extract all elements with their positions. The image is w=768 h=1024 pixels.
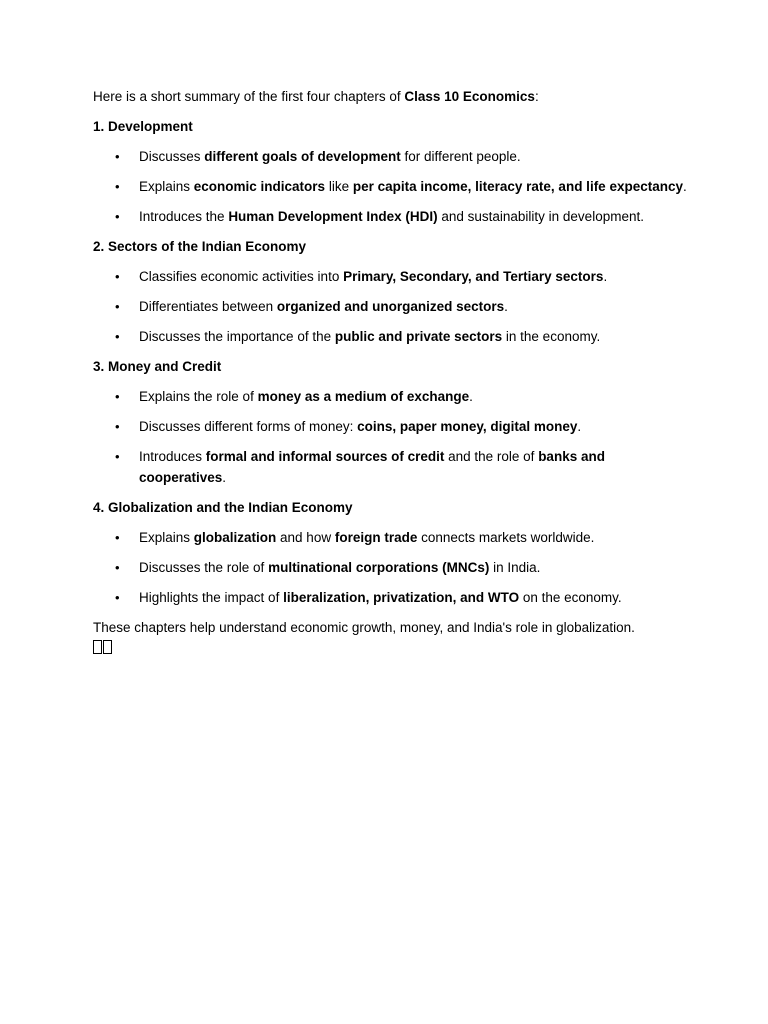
list-item: • Introduces the Human Development Index (HDI) and sustainability in development. — [93, 206, 693, 227]
list-item: • Discusses different goals of development for different people. — [93, 146, 693, 167]
section-heading: 3. Money and Credit — [93, 359, 222, 374]
bullet-icon: • — [115, 530, 120, 545]
list-item: • Discusses the role of multinational corporations (MNCs) in India. — [93, 557, 693, 578]
bullet-icon: • — [115, 269, 120, 284]
list-item: • Discusses different forms of money: coins, paper money, digital money. — [93, 416, 693, 437]
bullet-icon: • — [115, 329, 120, 344]
bullet-icon: • — [115, 590, 120, 605]
bullet-icon: • — [115, 149, 120, 164]
list-item: • Explains the role of money as a medium of exchange. — [93, 386, 693, 407]
list-item: • Explains economic indicators like per capita income, literacy rate, and life expectancy. — [93, 176, 693, 197]
list-item: • Explains globalization and how foreign trade connects markets worldwide. — [93, 527, 693, 548]
bullet-icon: • — [115, 419, 120, 434]
bullet-icon: • — [115, 560, 120, 575]
list-item: • Discusses the importance of the public and private sectors in the economy. — [93, 326, 693, 347]
document-body — [93, 86, 693, 656]
list-item: • Introduces formal and informal sources of credit and the role of banks and cooperatives. — [93, 446, 693, 488]
bullet-icon: • — [115, 449, 120, 464]
intro-end: : — [534, 89, 539, 104]
bullet-icon: • — [115, 389, 120, 404]
bullet-list — [93, 386, 693, 488]
bullet-icon: • — [115, 299, 120, 314]
intro-bold: Class 10 Economics — [404, 89, 535, 104]
list-item: • Differentiates between organized and unorganized sectors. — [93, 296, 693, 317]
missing-glyph-icon — [93, 640, 693, 656]
bullet-list — [93, 266, 693, 347]
intro-text: Here is a short summary of the first four chapters of — [93, 89, 405, 104]
closing-paragraph: These chapters help understand economic growth, money, and India's role in globalization. — [93, 620, 635, 635]
bullet-icon: • — [115, 179, 120, 194]
bullet-list — [93, 146, 693, 227]
bullet-icon: • — [115, 209, 120, 224]
section-heading: 2. Sectors of the Indian Economy — [93, 239, 307, 254]
section-heading: 1. Development — [93, 119, 193, 134]
section-heading: 4. Globalization and the Indian Economy — [93, 500, 353, 515]
list-item: • Classifies economic activities into Primary, Secondary, and Tertiary sectors. — [93, 266, 693, 287]
bullet-list — [93, 527, 693, 608]
intro-paragraph — [93, 86, 693, 107]
list-item: • Highlights the impact of liberalization, privatization, and WTO on the economy. — [93, 587, 693, 608]
